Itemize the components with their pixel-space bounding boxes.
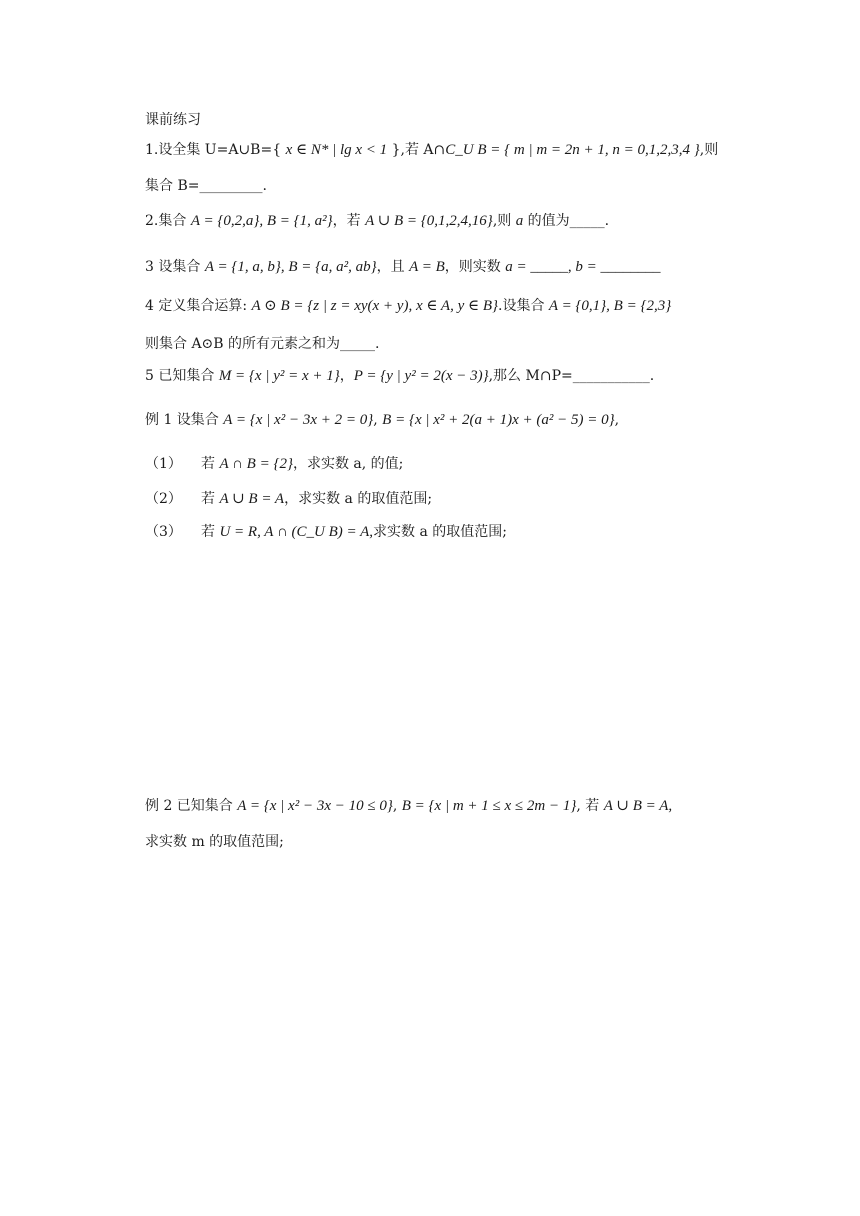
exercise-1-math-a: x ∈ N* | lg x < 1 <box>285 142 388 158</box>
exercise-5 <box>145 366 760 386</box>
exercise-2-math-a: A = {0,2,a}, B = {1, a²} <box>190 213 333 229</box>
exercise-5-text-c: ,那么 M∩P=___________. <box>488 368 655 384</box>
example-1-text-b: , <box>373 412 383 428</box>
exercise-2-text-d: 的值为_____. <box>523 213 610 229</box>
exercise-1-text-c: ,则 <box>699 142 719 158</box>
example-2-math-a: A = {x | x² − 3x − 10 ≤ 0} <box>237 798 393 814</box>
example-1-item-3-math: U = R, A ∩ (C_U B) = A, <box>219 524 374 540</box>
exercise-4-line-1 <box>145 296 760 316</box>
exercise-5-text-a: 5 已知集合 <box>145 368 219 384</box>
exercise-5-math-b: P = {y | y² = 2(x − 3)} <box>353 368 489 384</box>
example-1-math-b: B = {x | x² + 2(a + 1)x + (a² − 5) = 0} <box>382 412 615 428</box>
exercise-1-text-b: },若 A∩ <box>387 142 446 158</box>
exercise-3-math-a: A = {1, a, b}, B = {a, a², ab} <box>204 259 377 275</box>
example-2-math-b: B = {x | m + 1 ≤ x ≤ 2m − 1} <box>401 798 577 814</box>
example-1-item-3-text-a: 若 <box>201 524 220 540</box>
section-title: 课前练习 <box>145 112 201 128</box>
exercise-2-math-b: A ∪ B = {0,1,2,4,16} <box>365 213 493 229</box>
example-1-item-1-text-a: 若 <box>201 456 220 472</box>
exercise-2-text-a: 2.集合 <box>145 213 191 229</box>
exercise-4-text-a: 4 定义集合运算: <box>145 298 252 314</box>
example-1-item-2 <box>145 489 760 509</box>
exercise-4-line-2: 则集合 A⊙B 的所有元素之和为_____. <box>145 336 380 352</box>
exercise-1-line-2: 集合 B=_________. <box>145 178 267 194</box>
example-2-math-c: A ∪ B = A, <box>603 798 673 814</box>
exercise-4-text-b: .设集合 <box>498 298 549 314</box>
exercise-4-math-a: A ⊙ B = {z | z = xy(x + y), x ∈ A, y ∈ B} <box>251 298 499 314</box>
exercise-2-math-c: a <box>515 213 524 229</box>
example-1-statement <box>145 410 760 430</box>
exercise-3-math-b: A = B <box>409 259 445 275</box>
example-1-math-a: A = {x | x² − 3x + 2 = 0} <box>223 412 374 428</box>
example-2-line-2: 求实数 m 的取值范围; <box>145 834 284 850</box>
example-1-item-2-number: （2） <box>145 491 182 507</box>
example-1-text-c: , <box>614 412 620 428</box>
example-2-line-1 <box>145 796 760 816</box>
exercise-1-text-a: 1.设全集 U=A∪B={ <box>145 142 286 158</box>
exercise-4-math-b: A = {0,1}, B = {2,3} <box>548 298 672 314</box>
exercise-5-math-a: M = {x | y² = x + 1} <box>218 368 340 384</box>
example-1-item-1-text-b: ，求实数 a, 的值; <box>292 456 404 472</box>
exercise-1-line-1 <box>145 140 760 160</box>
exercise-5-text-b: ， <box>339 368 354 384</box>
exercise-2-text-c: ,则 <box>492 213 516 229</box>
exercise-3-text-a: 3 设集合 <box>145 259 205 275</box>
example-1-text-a: 例 1 设集合 <box>145 412 224 428</box>
example-1-item-1-math: A ∩ B = {2} <box>219 456 293 472</box>
exercise-3-math-c: a = _____, b = ________ <box>505 259 661 275</box>
example-1-item-2-text-a: 若 <box>201 491 220 507</box>
example-1-item-3 <box>145 522 760 542</box>
exercise-3 <box>145 257 760 277</box>
example-2-text-c: , 若 <box>576 798 604 814</box>
exercise-2-text-b: ，若 <box>332 213 366 229</box>
example-2-text-a: 例 2 已知集合 <box>145 798 238 814</box>
exercise-3-text-b: ，且 <box>376 259 410 275</box>
exercise-1-math-b: C_U B = { m | m = 2n + 1, n = 0,1,2,3,4 } <box>445 142 700 158</box>
example-1-item-3-number: （3） <box>145 524 182 540</box>
example-2-text-b: , <box>392 798 402 814</box>
example-1-item-3-text-b: 求实数 a 的取值范围; <box>373 524 507 540</box>
exercise-3-text-c: ，则实数 <box>444 259 506 275</box>
example-1-item-1-number: （1） <box>145 456 182 472</box>
example-1-item-1 <box>145 454 760 474</box>
example-1-item-2-math: A ∪ B = A <box>219 491 285 507</box>
example-1-item-2-text-b: ，求实数 a 的取值范围; <box>284 491 433 507</box>
exercise-2 <box>145 211 760 231</box>
